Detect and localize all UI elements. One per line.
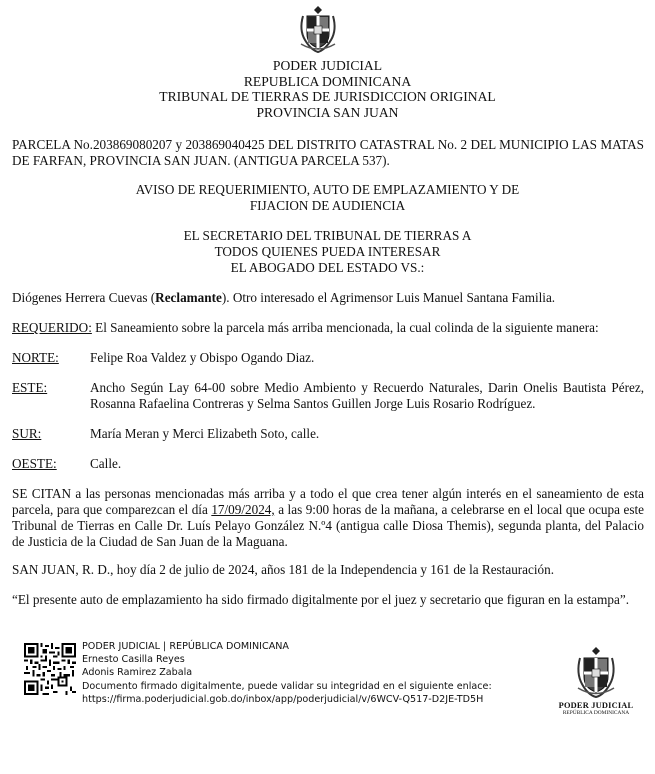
citacion-paragraph (12, 486, 644, 550)
reclamante-rest: ). Otro interesado el Agrimensor Luis Manuel Santana Familia. (221, 290, 556, 305)
header-line: REPUBLICA DOMINICANA (243, 73, 412, 89)
colindancia-label: OESTE: (12, 456, 57, 471)
footer-validation-link[interactable]: https://firma.poderjudicial.gob.do/inbox/app/poderjudicial/v/6WCV-Q517-D2JE-TD5H (82, 693, 484, 705)
footer-institution: PODER JUDICIAL | REPÚBLICA DOMINICANA (82, 641, 289, 652)
seal-subcaption: REPÚBLICA DOMINICANA (562, 710, 630, 716)
requerido-text: El Saneamiento sobre la parcela más arriba mencionada, la cual colinda de la siguiente manera: (91, 320, 599, 335)
aviso-title (0, 182, 655, 214)
requerido-label: REQUERIDO: (12, 320, 92, 335)
secretario-line: EL SECRETARIO DEL TRIBUNAL DE TIERRAS A (183, 228, 472, 243)
qr-code-icon[interactable] (24, 643, 76, 695)
coat-of-arms-icon (574, 645, 618, 699)
header-line: TRIBUNAL DE TIERRAS DE JURISDICCION ORIGINAL (159, 89, 496, 104)
reclamante-paragraph (12, 290, 644, 306)
reclamante-role: Reclamante (155, 290, 222, 305)
digital-signature-note: “El presente auto de emplazamiento ha sido firmado digitalmente por el juez y secretario que figuran en la estampa”. (12, 592, 629, 607)
footer-signer-judge: Ernesto Casilla Reyes (82, 654, 185, 666)
hearing-date: 17/09/2024, (211, 502, 275, 517)
colindancia-label: SUR: (12, 426, 42, 441)
header-line: PODER JUDICIAL (272, 58, 383, 73)
secretario-line: TODOS QUIENES PUEDA INTERESAR (214, 244, 441, 259)
footer-signer-secretary: Adonis Ramirez Zabala (82, 667, 193, 679)
colindancia-label: NORTE: (12, 350, 59, 365)
colindancia-text: Felipe Roa Valdez y Obispo Ogando Diaz. (90, 350, 315, 365)
footer-validation-note: Documento firmado digitalmente, puede validar su integridad en el siguiente enlace: (82, 680, 492, 692)
requerido-paragraph (12, 320, 644, 336)
coat-of-arms-icon (297, 4, 339, 54)
reclamante-name: Diógenes Herrera Cuevas ( (12, 290, 156, 305)
citacion-part1: SE CITAN a las personas mencionadas más arriba y a todo el que crea tener algún interés en el saneamiento de esta parcela, para que comparezcan el día (12, 486, 644, 517)
header-line: PROVINCIA SAN JUAN (256, 104, 399, 120)
parcela-reference: PARCELA No.203869080207 y 203869040425 DEL DISTRITO CATASTRAL No. 2 DEL MUNICIPIO LAS MATAS DE FARFAN, PROVINCIA SAN JUAN. (ANTIGUA PARCELA 537). (12, 137, 644, 168)
colindancia-text: María Meran y Merci Elizabeth Soto, calle. (90, 426, 320, 441)
secretario-line: EL ABOGADO DEL ESTADO VS.: (230, 260, 425, 275)
document-header (0, 58, 655, 120)
secretario-block (0, 228, 655, 276)
document-date: SAN JUAN, R. D., hoy día 2 de julio de 2024, años 181 de la Independencia y 161 de la Restauración. (12, 562, 555, 577)
aviso-line: FIJACION DE AUDIENCIA (249, 198, 406, 213)
aviso-line: AVISO DE REQUERIMIENTO, AUTO DE EMPLAZAMIENTO Y DE (135, 182, 520, 197)
seal-caption: PODER JUDICIAL (558, 701, 634, 710)
citacion-part2: a las 9:00 horas de la mañana, a celebrarse en el local que ocupa este Tribunal de Tierras en Calle Dr. Luís Pelayo González N.º4 (antigua calle Diosa Themis), segunda planta, del Palacio de Justicia de la Ciudad de San Juan de la Maguana. (12, 502, 644, 549)
colindancia-label: ESTE: (12, 380, 48, 395)
colindancia-text: Calle. (90, 456, 122, 471)
colindancia-text: Ancho Según Lay 64-00 sobre Medio Ambiento y Recuerdo Naturales, Darin Onelis Bautista Pérez, Rosanna Rafaelina Contreras y Selma Santos Guillen Jorge Luis Rosario Rodríguez. (90, 380, 644, 411)
signature-footer (82, 640, 492, 706)
